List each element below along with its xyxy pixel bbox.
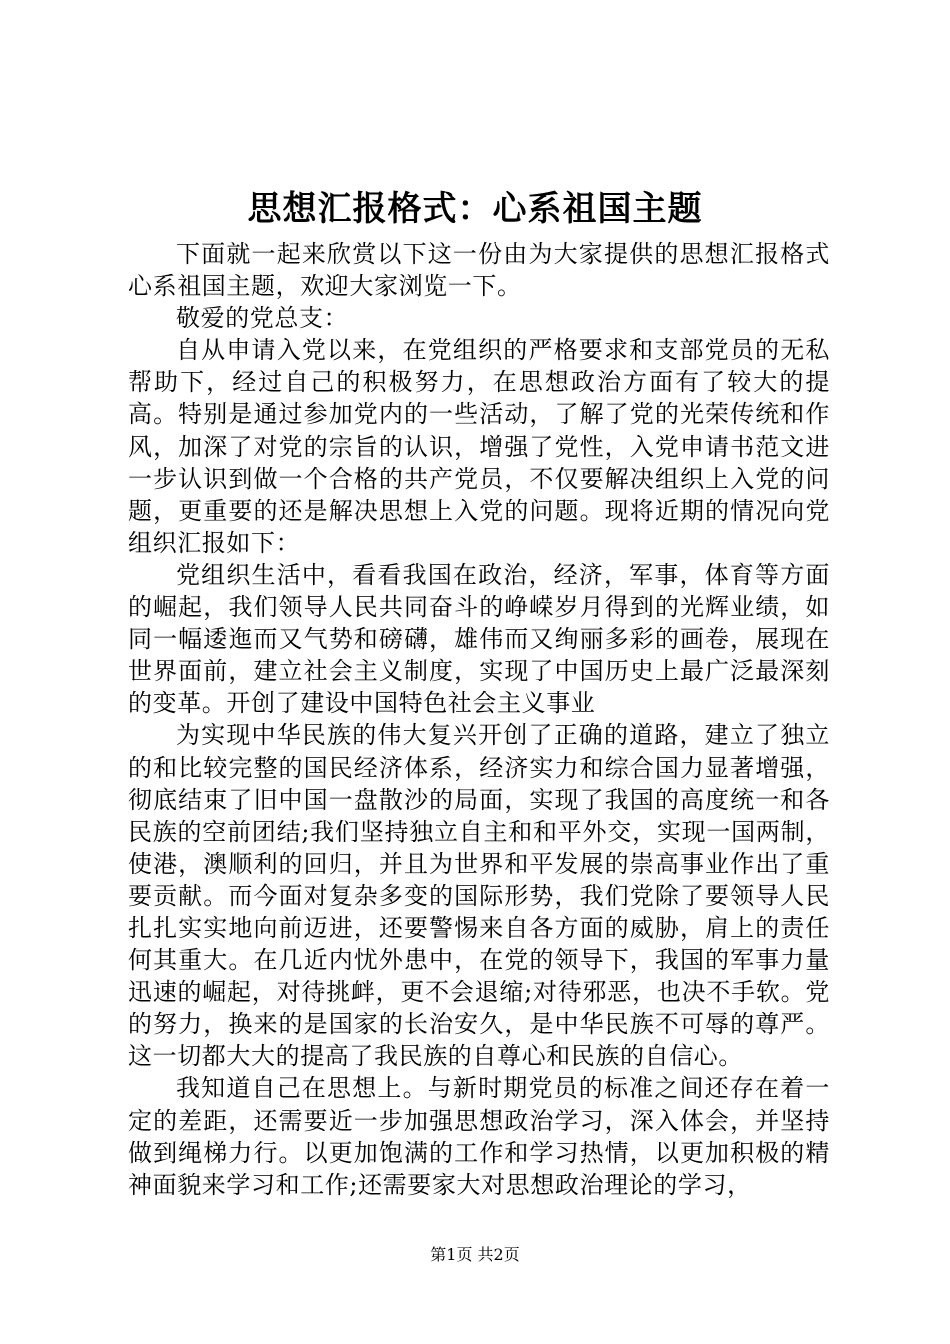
salutation-paragraph: 敬爱的党总支： <box>176 304 349 333</box>
body-paragraph: 为实现中华民族的伟大复兴开创了正确的道路，建立了独立的和比较完整的国民经济体系，经济实力和综合国力显著增强，彻底结束了旧中国一盘散沙的局面，实现了我国的高度统一和各民族的空前团结;我们坚持独立自主和和平外交，实现一国两制，使港，澳顺利的回归，并且为世界和平发展的崇高事业作出了重要贡献。而今面对复杂多变的国际形势，我们党除了要领导人民扎扎实实地向前迈进，还要警惕来自各方面的威胁，肩上的责任何其重大。在几近内忧外患中，在党的领导下，我国的军事力量迅速的崛起，对待挑衅，更不会退缩;对待邪恶，也决不手软。党的努力，换来的是国家的长治安久，是中华民族不可辱的尊严。这一切都大大的提高了我民族的自尊心和民族的自信心。 <box>128 721 830 1071</box>
body-paragraph: 党组织生活中，看看我国在政治，经济，军事，体育等方面的崛起，我们领导人民共同奋斗的峥嵘岁月得到的光辉业绩，如同一幅逶迤而又气势和磅礴，雄伟而又绚丽多彩的画卷，展现在世界面前，建立社会主义制度，实现了中国历史上最广泛最深刻的变革。开创了建设中国特色社会主义事业 <box>128 560 830 718</box>
page-footer: 第1页 共2页 <box>430 1245 520 1264</box>
document-title: 思想汇报格式：心系祖国主题 <box>247 189 703 229</box>
document-body <box>128 238 830 1201</box>
intro-paragraph: 下面就一起来欣赏以下这一份由为大家提供的思想汇报格式心系祖国主题，欢迎大家浏览一下。 <box>128 240 830 301</box>
body-paragraph: 我知道自己在思想上。与新时期党员的标准之间还存在着一定的差距，还需要近一步加强思想政治学习，深入体会，并坚持做到绳梯力行。以更加饱满的工作和学习热情，以更加积极的精神面貌来学习和工作;还需要家大对思想政治理论的学习， <box>128 1074 830 1199</box>
body-paragraph: 自从申请入党以来，在党组织的严格要求和支部党员的无私帮助下，经过自己的积极努力，在思想政治方面有了较大的提高。特别是通过参加党内的一些活动，了解了党的光荣传统和作风，加深了对党的宗旨的认识，增强了党性，入党申请书范文进一步认识到做一个合格的共产党员，不仅要解决组织上入党的问题，更重要的还是解决思想上入党的问题。现将近期的情况向党组织汇报如下： <box>128 336 830 557</box>
